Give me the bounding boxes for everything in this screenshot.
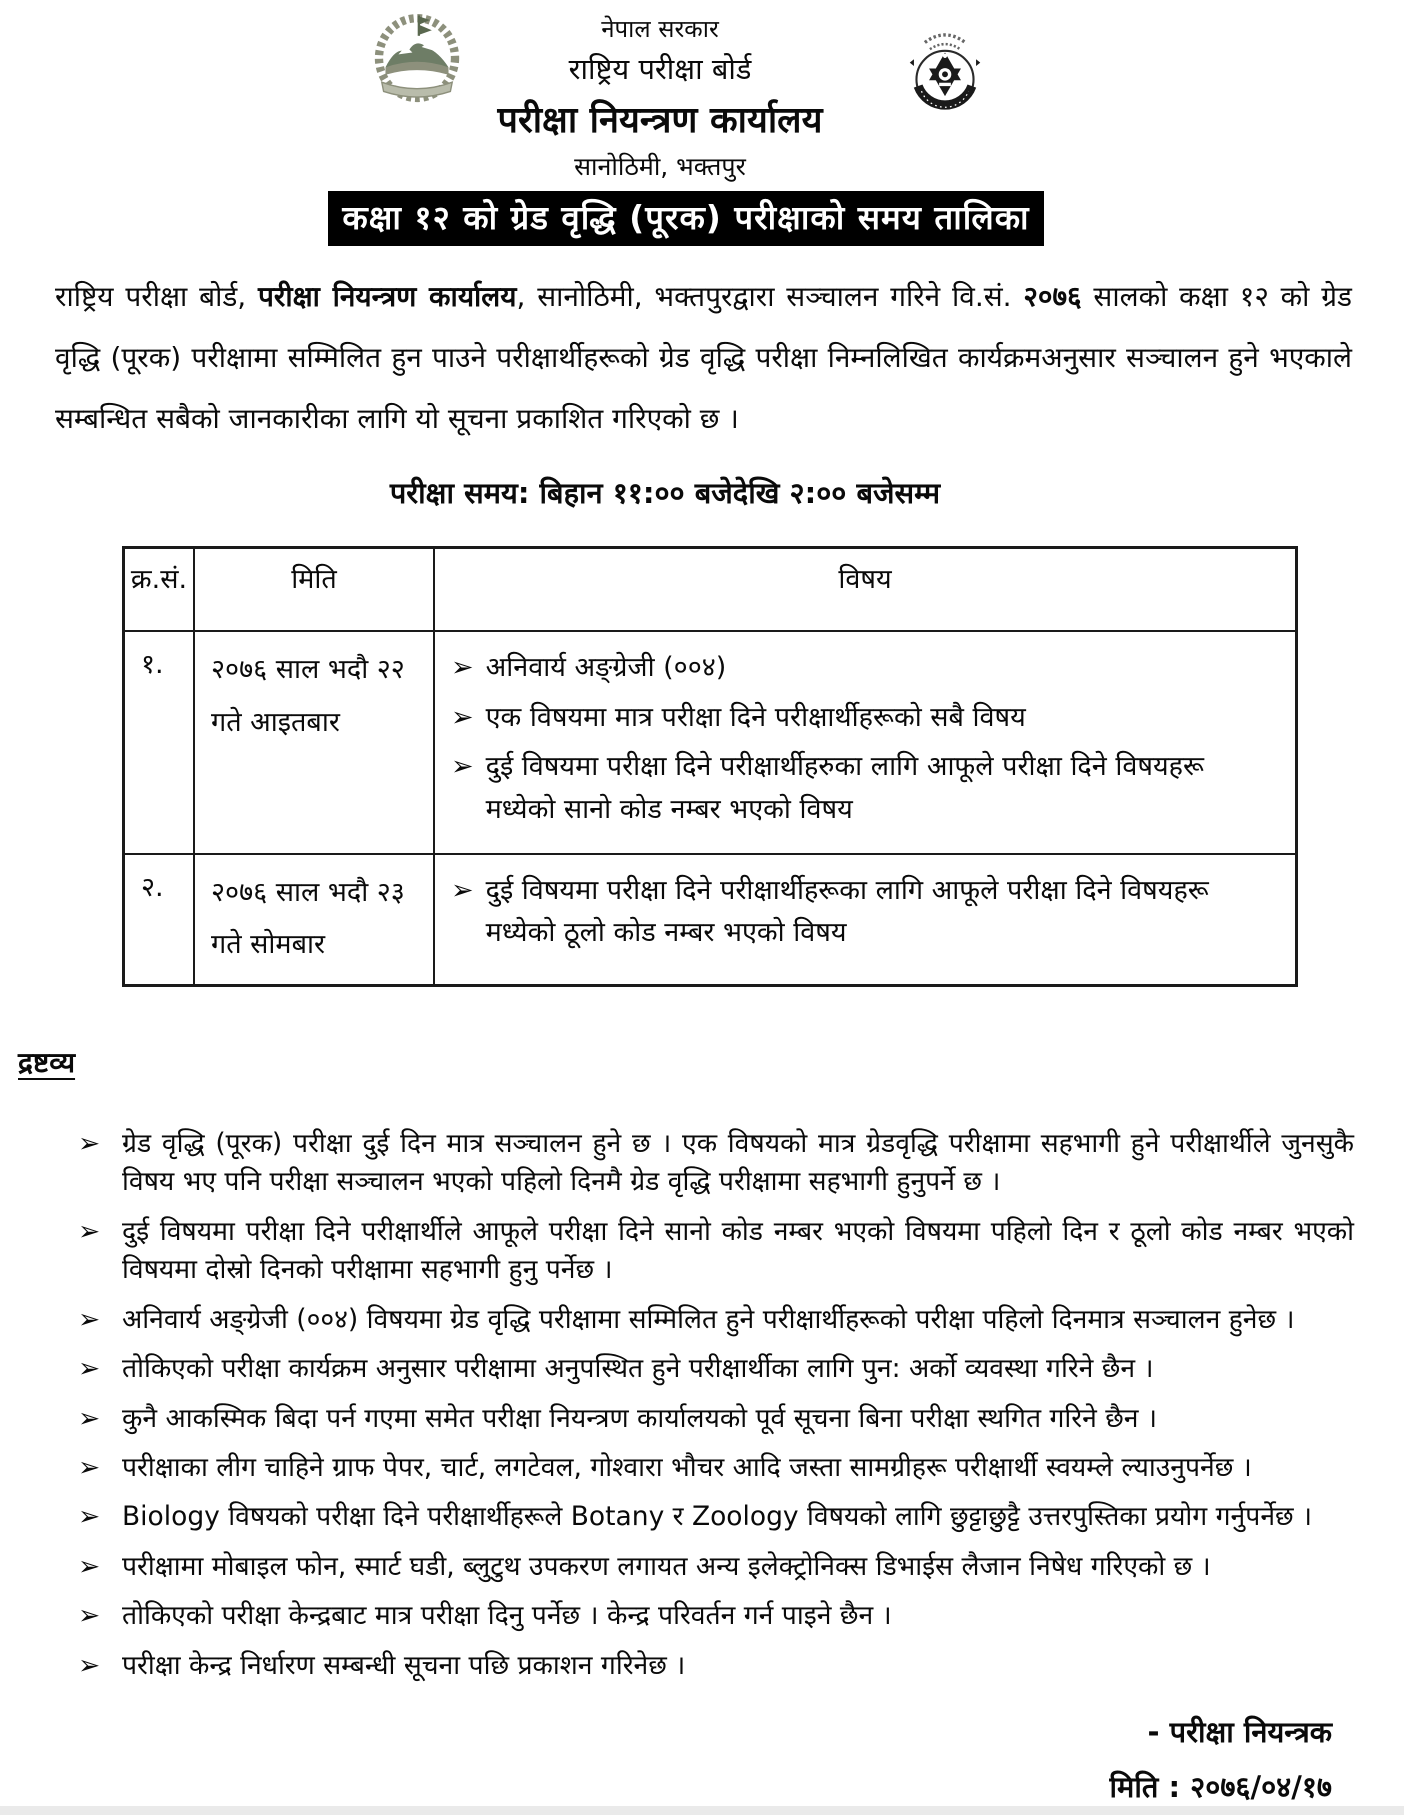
board-name: राष्ट्रिय परीक्षा बोर्ड — [568, 52, 752, 86]
list-item — [78, 1125, 1354, 1202]
list-item — [78, 1400, 1354, 1438]
table-row — [124, 854, 1297, 986]
page-title: कक्षा १२ को ग्रेड वृद्धि (पूरक) परीक्षाको समय तालिका — [328, 191, 1043, 246]
column-header-subject: विषय — [434, 548, 1297, 632]
subject-item — [451, 647, 1279, 690]
signature-block — [0, 1705, 1332, 1815]
row-date: २०७६ साल भदौ २२ गते आइतबार — [194, 631, 434, 854]
arrow-bullet-icon: ➢ — [78, 1600, 101, 1632]
arrow-bullet-icon: ➢ — [451, 652, 474, 684]
document-header — [0, 0, 1320, 183]
row-subjects — [434, 854, 1297, 986]
arrow-bullet-icon: ➢ — [78, 1303, 101, 1335]
subject-text: अनिवार्य अङ्ग्रेजी (००४) — [485, 652, 727, 684]
exam-time-line: परीक्षा समय: बिहान ११:०० बजेदेखि २:०० बजेसम्म — [389, 476, 941, 511]
arrow-bullet-icon: ➢ — [78, 1501, 101, 1533]
intro-text: , सानोठिमी, भक्तपुरद्वारा सञ्चालन गरिने वि.सं. — [516, 280, 1024, 313]
column-header-date: मिति — [194, 548, 434, 632]
arrow-bullet-icon: ➢ — [451, 701, 474, 733]
note-text: अनिवार्य अङ्ग्रेजी (००४) विषयमा ग्रेड वृद्धि परीक्षामा सम्मिलित हुने परीक्षार्थीहरूको परीक्षा पहिलो दिनमात्र सञ्चालन हुनेछ । — [122, 1303, 1295, 1335]
list-item — [78, 1350, 1354, 1388]
table-header-row — [124, 548, 1297, 632]
arrow-bullet-icon: ➢ — [78, 1649, 101, 1681]
subject-text: एक विषयमा मात्र परीक्षा दिने परीक्षार्थीहरूको सबै विषय — [485, 701, 1026, 733]
note-text: दुई विषयमा परीक्षा दिने परीक्षार्थीले आफूले परीक्षा दिने सानो कोड नम्बर भएको विषयमा पहिलो दिन र ठूलो कोड नम्बर भएको विषयमा दोस्रो दिनको परीक्षामा सहभागी हुनु पर्नेछ । — [122, 1215, 1354, 1286]
list-item — [78, 1449, 1354, 1487]
arrow-bullet-icon: ➢ — [451, 874, 474, 906]
notes-heading: द्रष्टव्य — [18, 1046, 76, 1079]
note-text: तोकिएको परीक्षा केन्द्रबाट मात्र परीक्षा दिनु पर्नेछ । केन्द्र परिवर्तन गर्न पाइने छैन । — [122, 1600, 892, 1632]
arrow-bullet-icon: ➢ — [78, 1128, 101, 1159]
nepal-emblem-logo — [370, 8, 464, 110]
intro-office-bold: परीक्षा नियन्त्रण कार्यालय — [258, 280, 517, 313]
neb-seal-logo — [903, 24, 987, 118]
note-text: परीक्षाका लीग चाहिने ग्राफ पेपर, चार्ट, लगटेवल, गोश्वारा भौचर आदि जस्ता सामग्रीहरू परीक्षार्थी स्वयम्ले ल्याउनुपर्नेछ । — [122, 1451, 1252, 1483]
column-header-sn: क्र.सं. — [124, 548, 195, 632]
note-text: परीक्षामा मोबाइल फोन, स्मार्ट घडी, ब्लुटुथ उपकरण लगायत अन्य इलेक्ट्रोनिक्स डिभाईस लैजान निषेध गरिएको छ । — [122, 1550, 1211, 1582]
list-item — [78, 1301, 1354, 1339]
arrow-bullet-icon: ➢ — [78, 1215, 101, 1247]
office-address: सानोठिमी, भक्तपुर — [574, 152, 746, 181]
arrow-bullet-icon: ➢ — [78, 1451, 101, 1483]
note-text: ग्रेड वृद्धि (पूरक) परीक्षा दुई दिन मात्र सञ्चालन हुने छ । एक विषयको मात्र ग्रेडवृद्धि परीक्षामा सहभागी हुने परीक्षार्थीले जुनसुकै विषय भए पनि परीक्षा सञ्चालन भएको पहिलो दिनमै ग्रेड वृद्धि परीक्षामा सहभागी हुनुपर्ने छ । — [122, 1128, 1354, 1198]
note-text: परीक्षा केन्द्र निर्धारण सम्बन्धी सूचना पछि प्रकाशन गरिनेछ । — [122, 1649, 686, 1681]
row-sn: १. — [124, 631, 195, 854]
intro-year-bold: २०७६ — [1023, 280, 1082, 313]
row-subjects — [434, 631, 1297, 854]
intro-text: सालको कक्षा १२ को ग्रेड वृद्धि (पूरक) परीक्षामा सम्मिलित हुन पाउने परीक्षार्थीहरूको ग्रेड वृद्धि परीक्षा निम्नलिखित कार्यक्रमअनुसार सञ्चालन हुने भएकाले सम्बन्धित सबैको जानकारीका लागि यो सूचना प्रकाशित गरिएको छ । — [55, 280, 1352, 436]
list-item — [78, 1213, 1354, 1290]
arrow-bullet-icon: ➢ — [451, 751, 474, 783]
banner-title-row — [0, 191, 1372, 246]
subject-item — [451, 746, 1279, 831]
table-row — [124, 631, 1297, 854]
subject-item — [451, 697, 1279, 740]
intro-text: राष्ट्रिय परीक्षा बोर्ड, — [55, 280, 258, 313]
subject-text: दुई विषयमा परीक्षा दिने परीक्षार्थीहरूका लागि आफूले परीक्षा दिने विषयहरू मध्येको ठूलो कोड नम्बर भएको विषय — [485, 874, 1209, 949]
row-date: २०७६ साल भदौ २३ गते सोमबार — [194, 854, 434, 986]
arrow-bullet-icon: ➢ — [78, 1550, 101, 1582]
note-text: Biology विषयको परीक्षा दिने परीक्षार्थीहरूले Botany र Zoology विषयको लागि छुट्टाछुट्टै उत्तरपुस्तिका प्रयोग गर्नुपर्नेछ । — [122, 1501, 1313, 1533]
government-name: नेपाल सरकार — [601, 15, 719, 43]
note-text: तोकिएको परीक्षा कार्यक्रम अनुसार परीक्षामा अनुपस्थित हुने परीक्षार्थीका लागि पुन: अर्को व्यवस्था गरिने छैन । — [122, 1353, 1154, 1385]
notes-list — [78, 1125, 1354, 1685]
list-item — [78, 1597, 1354, 1635]
signatory-title: - परीक्षा नियन्त्रक — [1147, 1715, 1332, 1750]
signature-date: मिति : २०७६/०४/१७ — [1109, 1770, 1332, 1805]
office-name: परीक्षा नियन्त्रण कार्यालय — [497, 100, 823, 141]
note-text: कुनै आकस्मिक बिदा पर्न गएमा समेत परीक्षा नियन्त्रण कार्यालयको पूर्व सूचना बिना परीक्षा स्थगित गरिने छैन । — [122, 1402, 1157, 1434]
scan-edge — [0, 1806, 1404, 1815]
list-item — [78, 1548, 1354, 1586]
list-item — [78, 1498, 1354, 1536]
arrow-bullet-icon: ➢ — [78, 1402, 101, 1434]
list-item — [78, 1647, 1354, 1685]
intro-paragraph — [55, 266, 1352, 449]
exam-schedule-table — [122, 546, 1298, 987]
row-sn: २. — [124, 854, 195, 986]
arrow-bullet-icon: ➢ — [78, 1353, 101, 1385]
subject-item — [451, 870, 1279, 955]
subject-text: दुई विषयमा परीक्षा दिने परीक्षार्थीहरुका लागि आफूले परीक्षा दिने विषयहरू मध्येको सानो कोड नम्बर भएको विषय — [485, 751, 1204, 826]
